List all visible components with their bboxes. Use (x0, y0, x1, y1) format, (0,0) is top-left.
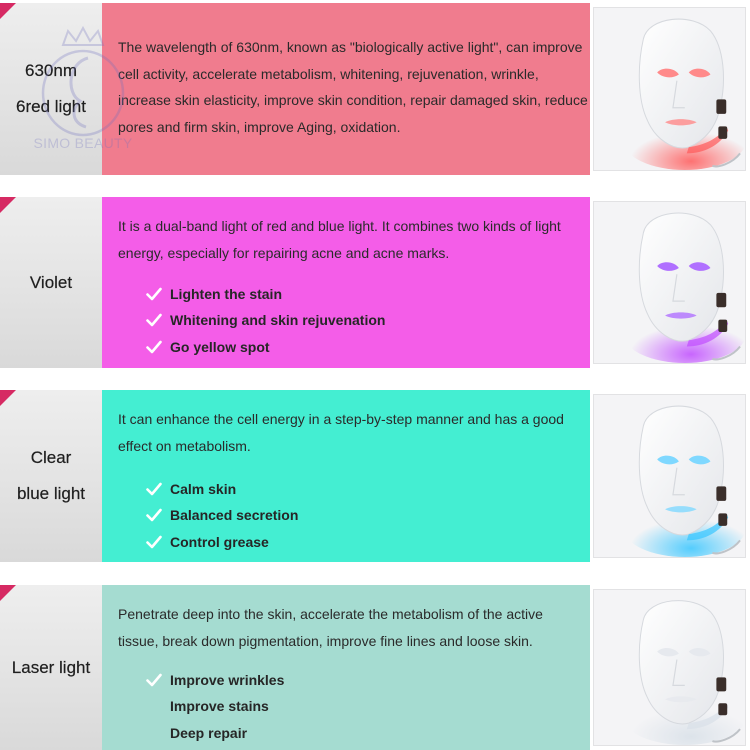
mask-photo-laser (593, 589, 746, 746)
corner-accent (0, 585, 16, 601)
description-panel (102, 3, 590, 175)
light-row-violet (0, 197, 750, 368)
row-label-line-1: 630nm (25, 61, 77, 80)
description-panel (102, 585, 590, 750)
description-text: The wavelength of 630nm, known as "biologically active light", can improve cell activity, accelerate metabolism, whitening, rejuvenation, wrinkle, increase skin elasticity, improve skin condition, repair damaged skin, reduce pores and firm skin, improve Aging, oxidation. (118, 39, 588, 135)
watermark-brand-text: SIMO BEAUTY (33, 135, 133, 151)
benefit-item: Go yellow spot (146, 334, 590, 360)
benefit-list (118, 281, 590, 360)
led-mask-icon (594, 590, 745, 745)
mask-photo-red (593, 7, 746, 171)
light-row-laser (0, 585, 750, 750)
corner-accent (0, 390, 16, 406)
check-mark-icon (146, 673, 162, 687)
check-mark-icon (146, 340, 162, 354)
row-label-line-1: Violet (29, 272, 73, 292)
row-label-cell (0, 390, 102, 562)
row-label-cell (0, 585, 102, 750)
check-mark-icon (146, 287, 162, 301)
row-label-cell (0, 197, 102, 368)
description-text: It can enhance the cell energy in a step-by-step manner and has a good effect on metabolism. (118, 411, 564, 454)
led-mask-icon (594, 202, 745, 363)
row-label-line-2: 6red light (16, 97, 86, 116)
description-text: It is a dual-band light of red and blue light. It combines two kinds of light energy, especially for repairing acne and acne marks. (118, 218, 561, 261)
mask-photo-blue (593, 394, 746, 558)
description-panel (102, 390, 590, 562)
benefit-item: Calm skin (146, 476, 590, 502)
row-label-line-1: Clear (30, 448, 72, 467)
description-text: Penetrate deep into the skin, accelerate the metabolism of the active tissue, break down pigmentation, improve fine lines and loose skin. (118, 606, 543, 649)
light-row-blue (0, 390, 750, 562)
benefit-item: Lighten the stain (146, 281, 590, 307)
mask-photo-violet (593, 201, 746, 364)
benefit-item: Improve wrinkles (146, 667, 590, 693)
row-label-line-2: blue light (16, 484, 86, 503)
photo-cell (590, 3, 750, 175)
row-label-cell (0, 3, 102, 175)
benefit-list (118, 667, 590, 746)
row-label-line-1: Laser light (11, 657, 91, 677)
benefit-item: Control grease (146, 529, 590, 555)
photo-cell (590, 197, 750, 368)
benefit-item: Whitening and skin rejuvenation (146, 307, 590, 333)
benefit-item: Improve stains (170, 698, 269, 715)
photo-cell (590, 390, 750, 562)
check-mark-icon (146, 535, 162, 549)
led-mask-icon (594, 8, 745, 170)
check-mark-icon (146, 508, 162, 522)
corner-accent (0, 197, 16, 213)
benefit-list (118, 476, 590, 555)
photo-cell (590, 585, 750, 750)
corner-accent (0, 3, 16, 19)
benefit-item: Balanced secretion (146, 502, 590, 528)
led-mask-icon (594, 395, 745, 557)
check-mark-icon (146, 482, 162, 496)
description-panel (102, 197, 590, 368)
benefit-item: Deep repair (170, 724, 248, 741)
light-row-red (0, 3, 750, 175)
check-mark-icon (146, 313, 162, 327)
